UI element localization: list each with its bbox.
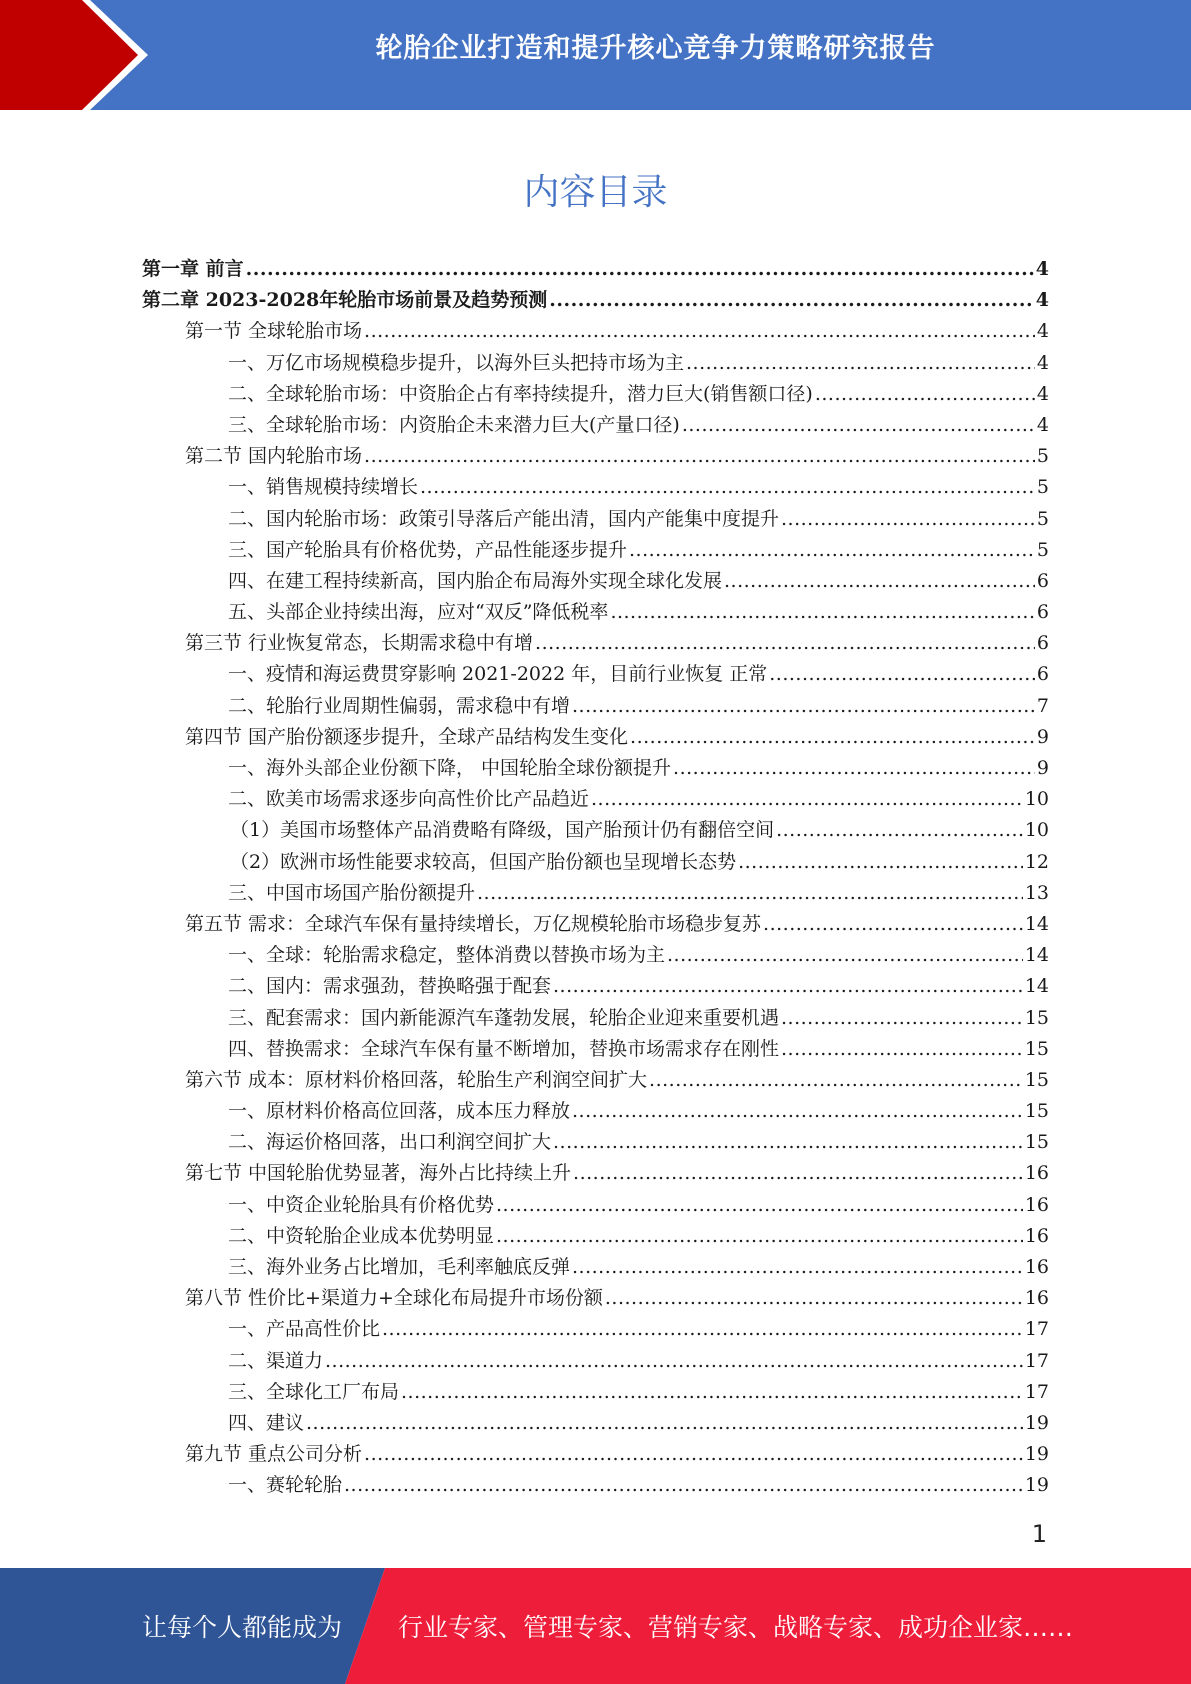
toc-entry-text: 三、全球轮胎市场：内资胎企未来潜力巨大(产量口径) (228, 413, 680, 436)
toc-entry[interactable] (142, 1127, 1049, 1158)
toc-dot-leader (477, 882, 1023, 904)
toc-entry[interactable] (142, 1377, 1049, 1408)
toc-entry-page: 4 (1035, 289, 1049, 312)
toc-entry[interactable] (142, 659, 1049, 690)
toc-entry-page: 5 (1036, 538, 1049, 561)
toc-entry[interactable] (142, 847, 1049, 878)
report-title: 轮胎企业打造和提升核心竞争力策略研究报告 (375, 33, 936, 64)
toc-entry-page: 10 (1024, 819, 1049, 842)
toc-entry[interactable] (142, 784, 1049, 815)
toc-dot-leader (630, 726, 1035, 748)
toc-entry[interactable] (142, 1470, 1049, 1501)
toc-dot-leader (246, 258, 1034, 280)
toc-entry-page: 5 (1036, 507, 1049, 530)
toc-entry-page: 19 (1024, 1443, 1049, 1466)
toc-dot-leader (364, 445, 1035, 467)
toc-dot-leader (610, 601, 1034, 623)
toc-entry[interactable] (142, 472, 1049, 503)
toc-entry[interactable] (142, 815, 1049, 846)
toc-dot-leader (781, 1007, 1023, 1029)
toc-dot-leader (535, 632, 1035, 654)
toc-entry-text: 二、渠道力 (228, 1349, 324, 1372)
toc-entry-page: 14 (1024, 912, 1049, 935)
toc-entry-text: 四、在建工程持续新高，国内胎企布局海外实现全球化发展 (228, 569, 723, 592)
toc-entry-text: 第二章 2023-2028年轮胎市场前景及趋势预测 (142, 289, 548, 312)
toc-dot-leader (573, 1162, 1023, 1184)
toc-dot-leader (572, 1256, 1023, 1278)
page-number: 1 (1031, 1520, 1047, 1548)
toc-entry-page: 4 (1036, 351, 1049, 374)
toc-entry-text: 三、配套需求：国内新能源汽车蓬勃发展，轮胎企业迎来重要机遇 (228, 1006, 780, 1029)
toc-entry-page: 12 (1024, 850, 1049, 873)
toc-entry[interactable] (142, 1003, 1049, 1034)
toc-entry-page: 7 (1036, 694, 1049, 717)
toc-entry-text: 二、欧美市场需求逐步向高性价比产品趋近 (228, 788, 590, 811)
toc-entry-page: 4 (1036, 320, 1049, 343)
toc-dot-leader (763, 913, 1023, 935)
toc-entry[interactable] (142, 379, 1049, 410)
toc-entry-text: 二、轮胎行业周期性偏弱，需求稳中有增 (228, 694, 571, 717)
toc-entry-text: 第一节 全球轮胎市场 (185, 320, 363, 343)
toc-entry-text: 二、全球轮胎市场：中资胎企占有率持续提升，潜力巨大(销售额口径) (228, 382, 813, 405)
toc-entry-page: 15 (1024, 1037, 1049, 1060)
toc-entry-text: 一、全球：轮胎需求稳定，整体消费以替换市场为主 (228, 944, 666, 967)
toc-entry-text: 第六节 成本：原材料价格回落，轮胎生产利润空间扩大 (185, 1068, 648, 1091)
toc-entry[interactable] (142, 410, 1049, 441)
toc-entry-text: 一、原材料价格高位回落，成本压力释放 (228, 1100, 571, 1123)
toc-entry[interactable] (142, 1034, 1049, 1065)
toc-entry[interactable] (142, 753, 1049, 784)
toc-dot-leader (364, 1443, 1023, 1465)
toc-entry-text: （1）美国市场整体产品消费略有降级，国产胎预计仍有翻倍空间 (230, 819, 775, 842)
toc-entry[interactable] (142, 1346, 1049, 1377)
toc-dot-leader (724, 570, 1035, 592)
toc-entry[interactable] (142, 1408, 1049, 1439)
toc-entry-page: 19 (1024, 1411, 1049, 1434)
toc-dot-leader (364, 320, 1035, 342)
toc-entry-text: 一、中资企业轮胎具有价格优势 (228, 1193, 495, 1216)
toc-entry[interactable] (142, 971, 1049, 1002)
toc-entry-page: 6 (1036, 601, 1049, 624)
toc-entry-text: 二、海运价格回落，出口利润空间扩大 (228, 1131, 552, 1154)
toc-dot-leader (591, 788, 1023, 810)
toc-entry-text: 一、产品高性价比 (228, 1318, 381, 1341)
toc-entry[interactable] (142, 504, 1049, 535)
toc-dot-leader (496, 1225, 1023, 1247)
toc-dot-leader (682, 414, 1035, 436)
toc-entry-page: 6 (1036, 663, 1049, 686)
toc-dot-leader (738, 851, 1023, 873)
toc-dot-leader (667, 944, 1023, 966)
toc-entry-page: 6 (1036, 569, 1049, 592)
toc-entry-page: 16 (1024, 1162, 1049, 1185)
toc-dot-leader (815, 383, 1035, 405)
toc-entry-text: 第九节 重点公司分析 (185, 1443, 363, 1466)
page-header (0, 0, 1191, 110)
toc-entry-page: 16 (1024, 1193, 1049, 1216)
toc-entry[interactable] (142, 1158, 1049, 1189)
toc-dot-leader (649, 1069, 1023, 1091)
toc-entry-text: 三、海外业务占比增加，毛利率触底反弹 (228, 1256, 571, 1278)
toc-dot-leader (496, 1194, 1023, 1216)
toc-dot-leader (673, 757, 1035, 779)
toc-entry-page: 17 (1024, 1380, 1049, 1403)
toc-entry-text: 第五节 需求：全球汽车保有量持续增长，万亿规模轮胎市场稳步复苏 (185, 912, 762, 935)
toc-entry[interactable] (142, 1283, 1049, 1314)
toc-dot-leader (572, 695, 1035, 717)
toc-dot-leader (325, 1350, 1023, 1372)
toc-entry[interactable] (142, 691, 1049, 722)
toc-entry-page: 14 (1024, 975, 1049, 998)
toc-entry-page: 15 (1024, 1100, 1049, 1123)
toc-entry-page: 16 (1024, 1256, 1049, 1278)
toc-dot-leader (306, 1412, 1023, 1434)
toc-entry[interactable] (142, 1190, 1049, 1221)
toc-entry[interactable] (142, 1439, 1049, 1470)
toc-entry-text: 三、国产轮胎具有价格优势，产品性能逐步提升 (228, 538, 628, 561)
toc-dot-leader (686, 352, 1035, 374)
toc-entry[interactable] (142, 1252, 1049, 1283)
toc-entry-page: 4 (1036, 413, 1049, 436)
toc-dot-leader (382, 1318, 1023, 1340)
toc-entry-text: 一、海外头部企业份额下降， 中国轮胎全球份额提升 (228, 757, 672, 779)
toc-entry-text: 三、中国市场国产胎份额提升 (228, 881, 476, 904)
toc-entry-page: 14 (1024, 944, 1049, 967)
page-footer (0, 1568, 1191, 1684)
toc-dot-leader (776, 819, 1023, 841)
table-of-contents (142, 254, 1049, 1502)
toc-entry-text: 第四节 国产胎份额逐步提升，全球产品结构发生变化 (185, 725, 629, 748)
toc-entry-text: 第一章 前言 (142, 258, 244, 280)
toc-entry-text: 二、国内：需求强劲，替换略强于配套 (228, 975, 552, 998)
toc-entry[interactable] (142, 878, 1049, 909)
toc-entry-page: 4 (1036, 382, 1049, 405)
toc-entry-page: 5 (1036, 445, 1049, 468)
toc-entry[interactable] (142, 316, 1049, 347)
toc-dot-leader (553, 975, 1023, 997)
toc-entry[interactable] (142, 940, 1049, 971)
toc-entry-text: （2）欧洲市场性能要求较高，但国产胎份额也呈现增长态势 (230, 850, 737, 873)
toc-entry-text: 一、疫情和海运费贯穿影响 2021-2022 年，目前行业恢复 正常 (228, 663, 768, 686)
toc-entry-text: 一、销售规模持续增长 (228, 476, 419, 499)
toc-entry-page: 13 (1024, 881, 1049, 904)
toc-entry-page: 9 (1036, 757, 1049, 779)
toc-dot-leader (769, 663, 1035, 685)
toc-entry-text: 五、头部企业持续出海，应对“双反”降低税率 (228, 601, 609, 624)
toc-dot-leader (420, 476, 1035, 498)
toc-entry-page: 15 (1024, 1068, 1049, 1091)
toc-entry-page: 9 (1036, 725, 1049, 748)
toc-entry[interactable] (142, 348, 1049, 379)
toc-entry[interactable] (142, 1065, 1049, 1096)
toc-entry-text: 二、国内轮胎市场：政策引导落后产能出清，国内产能集中度提升 (228, 507, 780, 530)
toc-entry-page: 15 (1024, 1131, 1049, 1154)
toc-entry-text: 第三节 行业恢复常态，长期需求稳中有增 (185, 632, 534, 655)
toc-entry-text: 四、建议 (228, 1411, 305, 1434)
toc-entry[interactable] (142, 628, 1049, 659)
toc-dot-leader (781, 508, 1035, 530)
toc-entry[interactable] (142, 254, 1049, 285)
toc-entry[interactable] (142, 285, 1049, 316)
toc-entry-page: 10 (1024, 788, 1049, 811)
toc-entry[interactable] (142, 909, 1049, 940)
toc-dot-leader (549, 289, 1034, 311)
toc-entry-page: 15 (1024, 1006, 1049, 1029)
toc-dot-leader (572, 1100, 1023, 1122)
toc-entry-page: 17 (1024, 1318, 1049, 1341)
toc-title: 内容目录 (523, 172, 668, 213)
footer-slogan-right: 行业专家、管理专家、营销专家、战略专家、成功企业家…… (398, 1613, 1074, 1642)
toc-dot-leader (553, 1131, 1023, 1153)
toc-entry[interactable] (142, 535, 1049, 566)
toc-dot-leader (605, 1287, 1023, 1309)
toc-entry-page: 16 (1024, 1287, 1049, 1310)
toc-entry[interactable] (142, 1221, 1049, 1252)
toc-entry-text: 三、全球化工厂布局 (228, 1380, 400, 1403)
toc-entry-text: 一、赛轮轮胎 (228, 1474, 343, 1497)
toc-entry-page: 19 (1024, 1474, 1049, 1497)
toc-entry-text: 第二节 国内轮胎市场 (185, 445, 363, 468)
toc-entry-text: 第八节 性价比+渠道力+全球化布局提升市场份额 (185, 1287, 603, 1310)
toc-entry-page: 6 (1036, 632, 1049, 655)
toc-entry[interactable] (142, 566, 1049, 597)
toc-entry[interactable] (142, 1096, 1049, 1127)
toc-entry-text: 二、中资轮胎企业成本优势明显 (228, 1224, 495, 1247)
toc-entry[interactable] (142, 722, 1049, 753)
toc-entry-text: 第七节 中国轮胎优势显著，海外占比持续上升 (185, 1162, 572, 1185)
toc-entry-text: 四、替换需求：全球汽车保有量不断增加，替换市场需求存在刚性 (228, 1037, 780, 1060)
toc-entry-page: 5 (1036, 476, 1049, 499)
toc-dot-leader (629, 539, 1035, 561)
toc-dot-leader (401, 1381, 1023, 1403)
toc-entry-page: 17 (1024, 1349, 1049, 1372)
toc-dot-leader (781, 1038, 1023, 1060)
toc-entry-page: 4 (1035, 258, 1049, 280)
toc-entry[interactable] (142, 441, 1049, 472)
toc-dot-leader (344, 1474, 1023, 1496)
toc-entry-page: 16 (1024, 1224, 1049, 1247)
footer-slogan-left: 让每个人都能成为 (142, 1613, 343, 1642)
toc-entry-text: 一、万亿市场规模稳步提升，以海外巨头把持市场为主 (228, 351, 685, 374)
toc-entry[interactable] (142, 597, 1049, 628)
toc-entry[interactable] (142, 1314, 1049, 1345)
